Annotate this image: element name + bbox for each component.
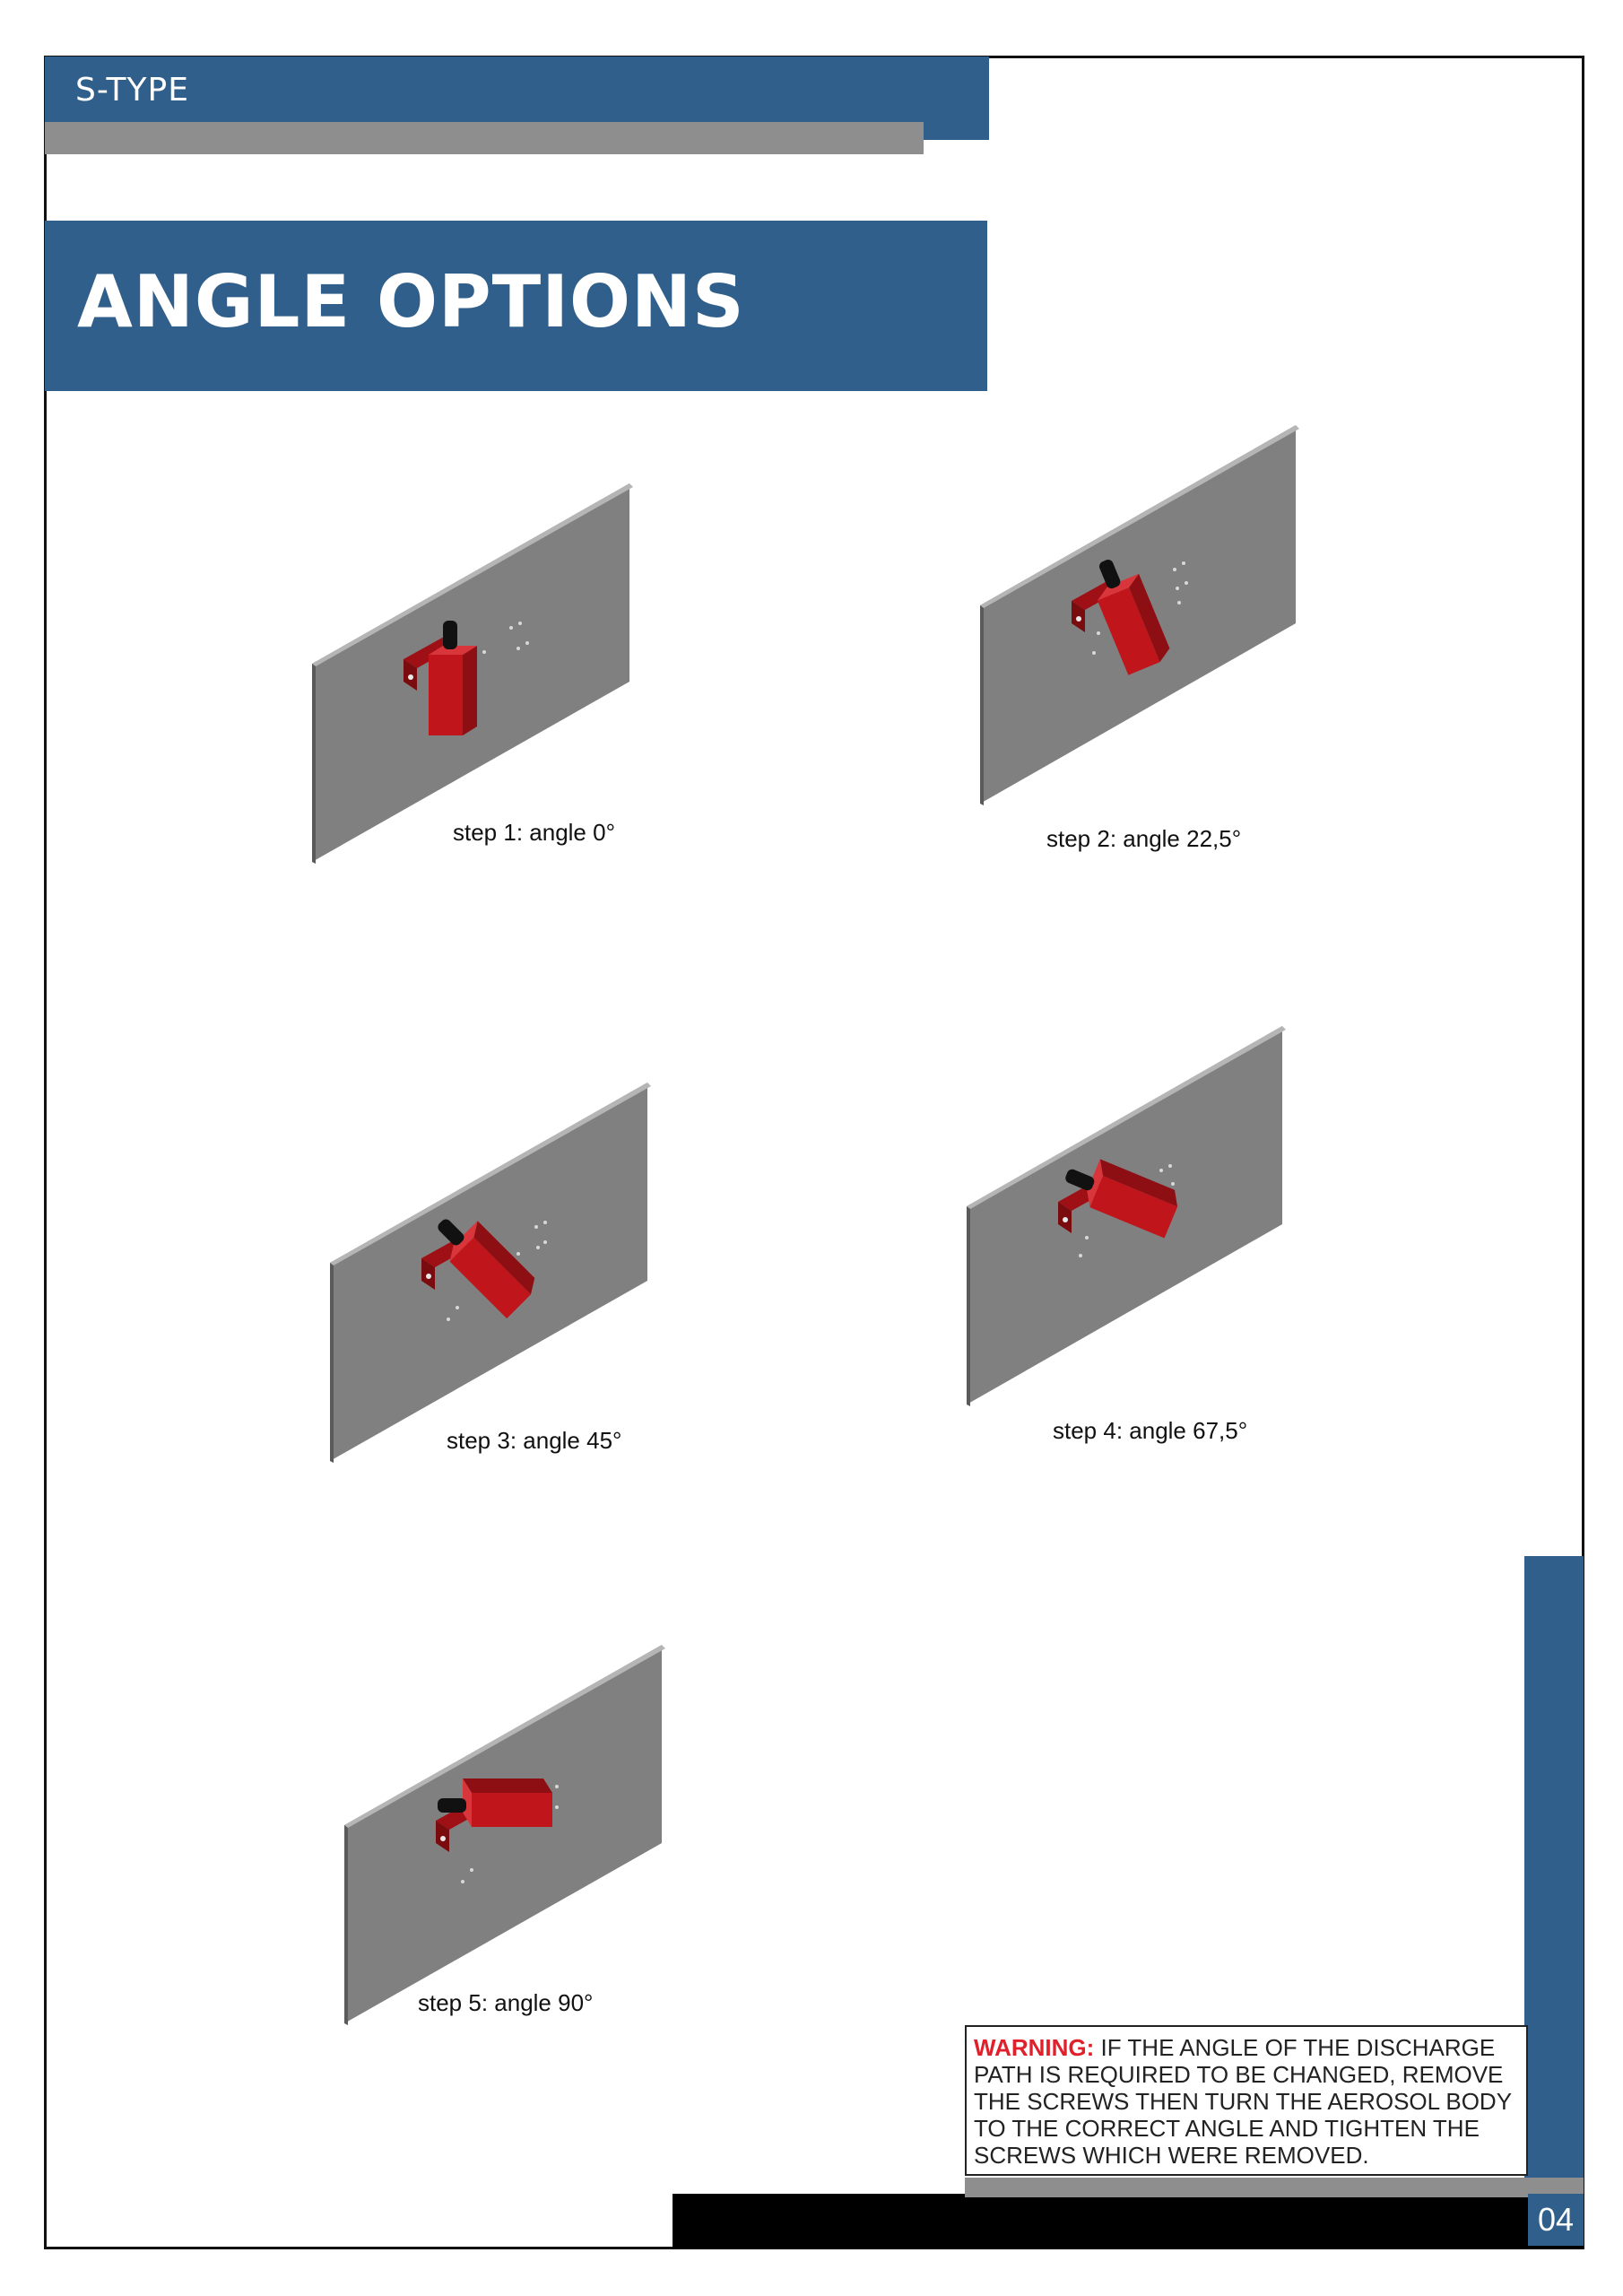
step-label: step 3: angle 45°: [447, 1427, 622, 1454]
body-side: [463, 1779, 552, 1793]
nozzle-icon: [443, 621, 457, 649]
wall-plate: [344, 1645, 662, 2023]
header-accent-bar: [45, 122, 924, 154]
step-2-figure: [973, 422, 1314, 870]
warning-box: [965, 2025, 1528, 2176]
step-4-figure: [959, 1022, 1300, 1471]
step-label: step 2: angle 22,5°: [1046, 825, 1242, 852]
screw-icon: [1076, 616, 1081, 622]
screw-icon: [440, 1836, 446, 1841]
screw-icon: [408, 674, 413, 680]
nozzle-icon: [438, 1798, 466, 1813]
page-number: 04: [1528, 2194, 1584, 2246]
step-3-figure: [323, 1079, 664, 1527]
side-accent-bar: [1524, 1556, 1584, 2202]
page-title: ANGLE OPTIONS: [77, 260, 745, 344]
warning-text: IF THE ANGLE OF THE DISCHARGE PATH IS REQUIRED TO BE CHANGED, REMOVE THE SCREWS THEN TURN THE AEROSOL BODY TO THE CORRECT ANGLE AND TIGHTEN THE SCREWS WHICH WERE REMOVED.: [974, 2034, 1512, 2169]
body-front: [429, 655, 463, 735]
step-label: step 1: angle 0°: [453, 819, 615, 846]
screw-icon: [426, 1274, 431, 1279]
body-side: [463, 646, 477, 735]
screw-icon: [1063, 1217, 1068, 1222]
warning-label: WARNING:: [974, 2034, 1095, 2061]
body-front: [472, 1793, 552, 1827]
footer-accent-bar: [965, 2178, 1584, 2197]
step-label: step 5: angle 90°: [418, 1989, 594, 2016]
step-label: step 4: angle 67,5°: [1053, 1417, 1248, 1444]
wall-mount-illustration: [973, 422, 1314, 834]
wall-mount-illustration: [959, 1022, 1300, 1435]
step-5-figure: [337, 1641, 678, 2090]
footer-bar: [673, 2194, 1584, 2249]
header-title: S-TYPE: [75, 72, 189, 109]
step-1-figure: [305, 480, 646, 928]
